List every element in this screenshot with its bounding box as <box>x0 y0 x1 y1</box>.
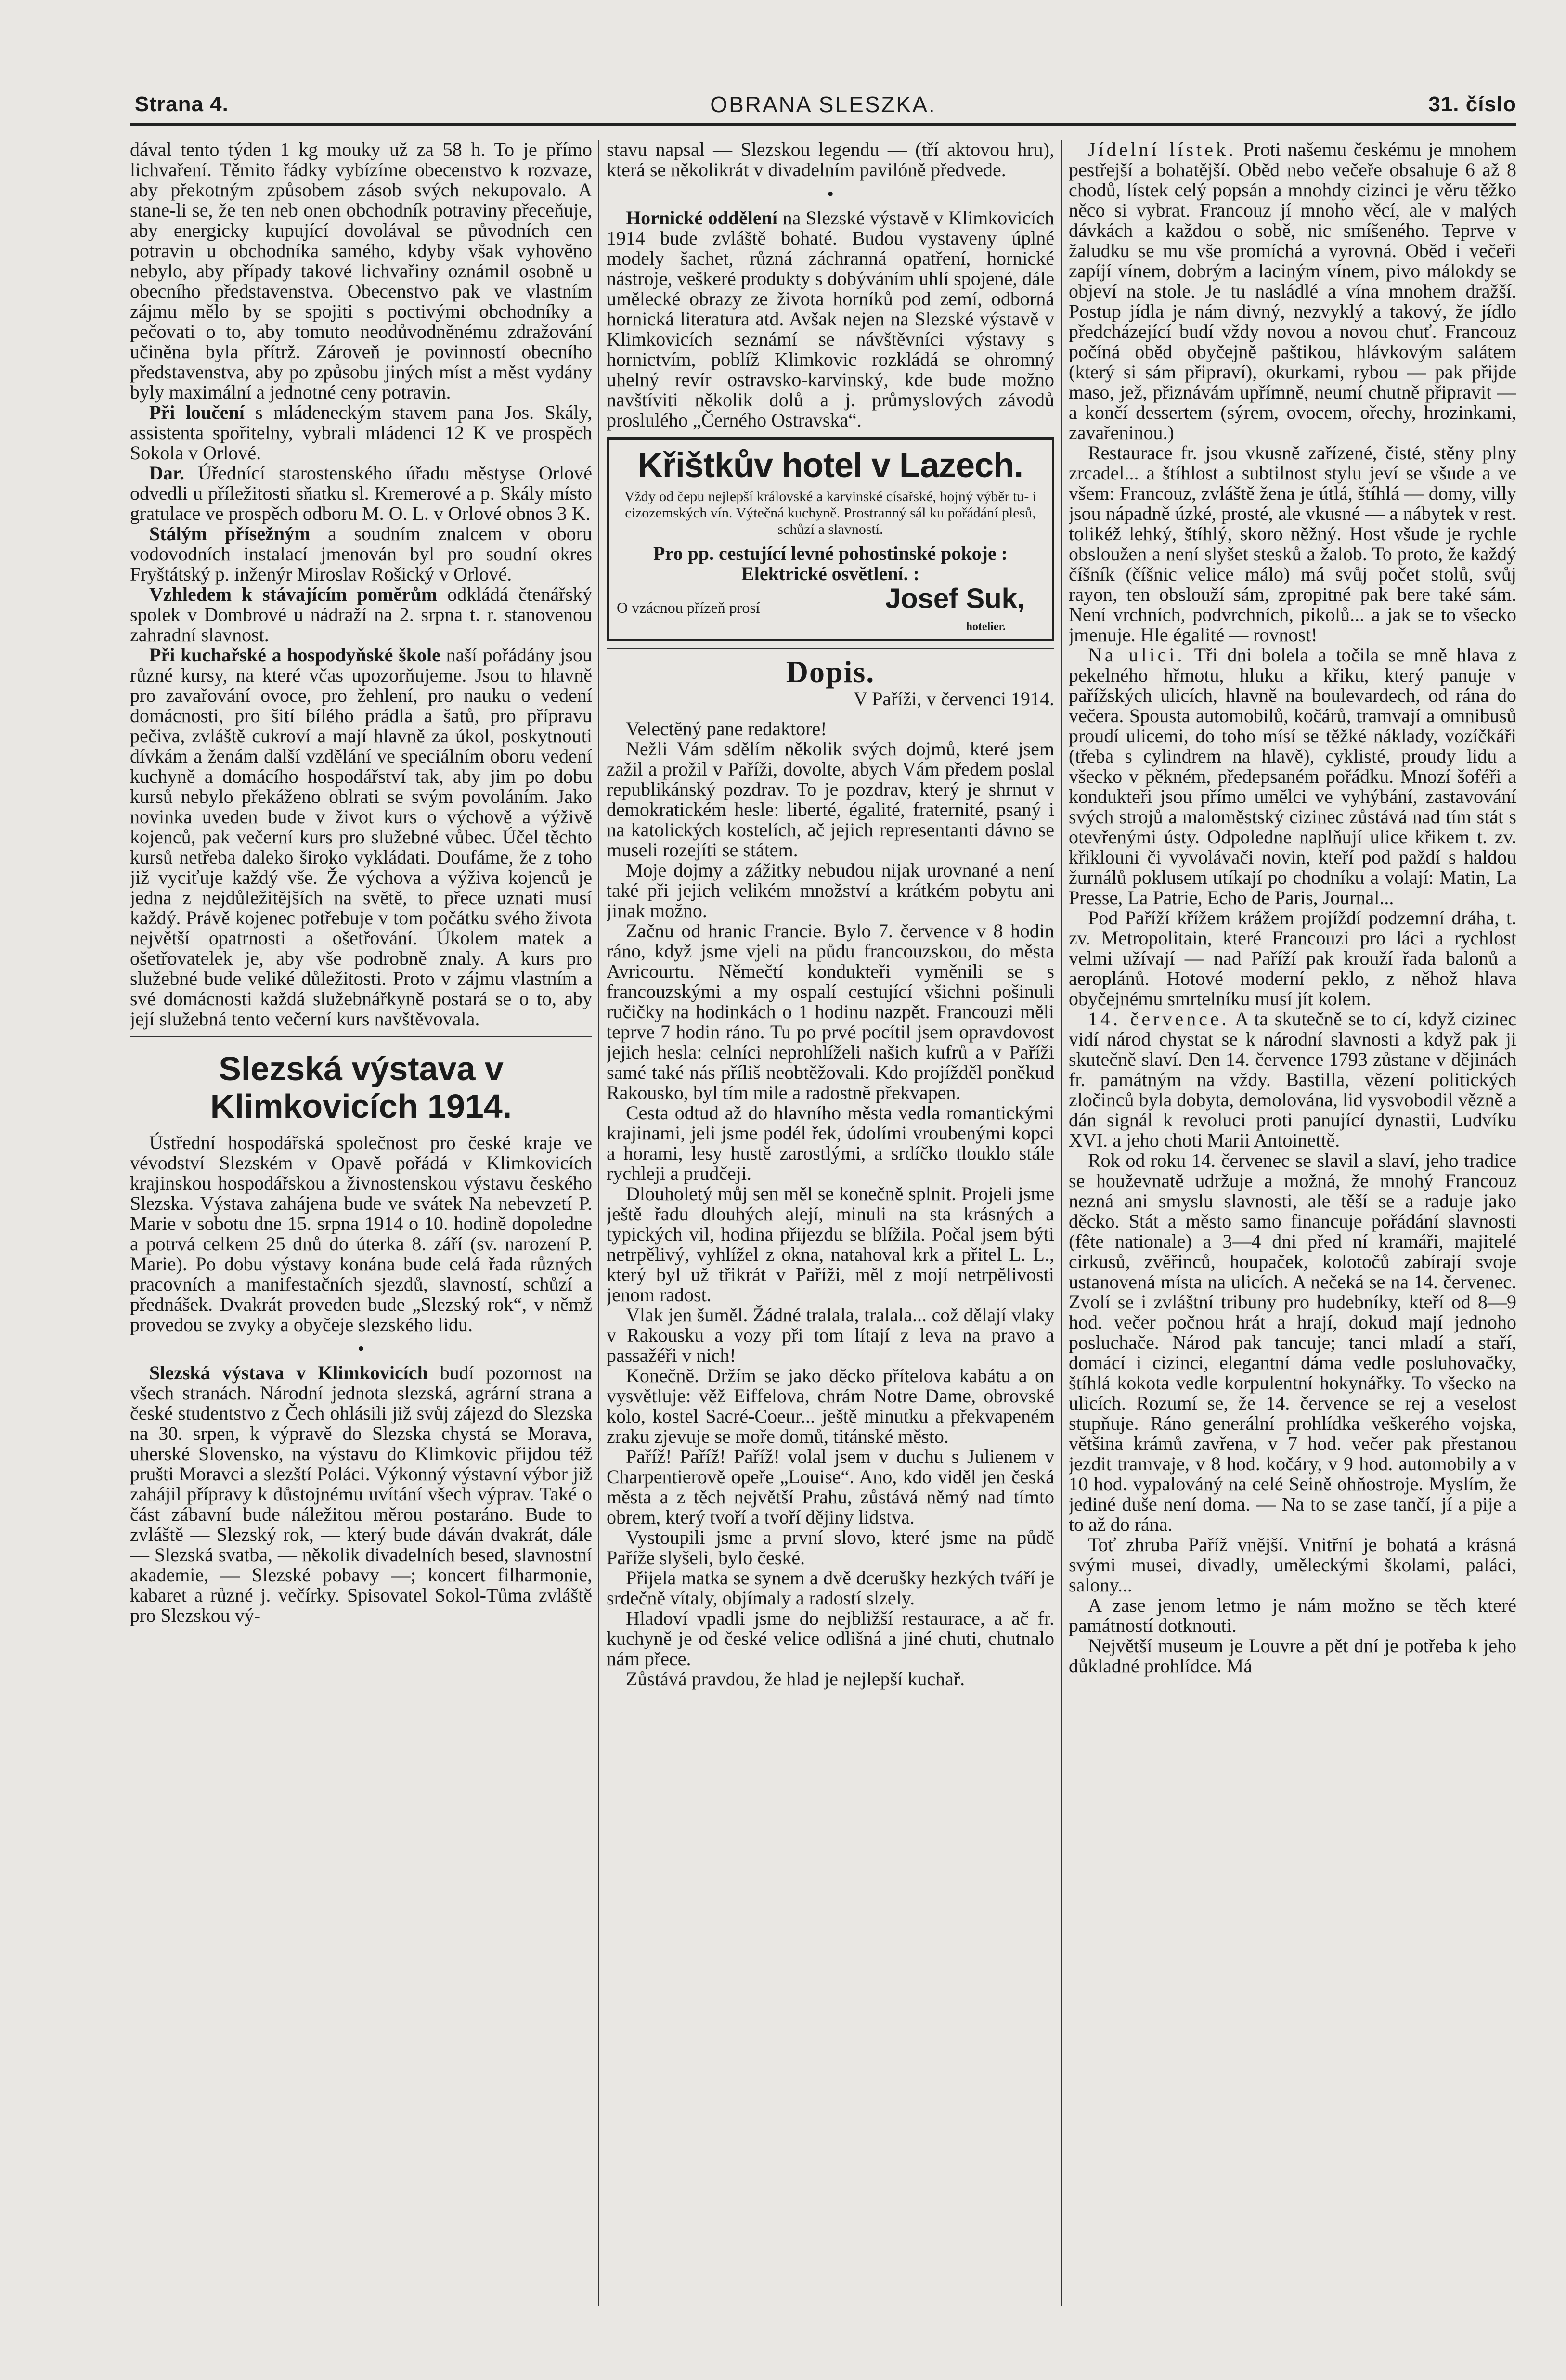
news-lead: Stálým přísežným <box>149 523 311 544</box>
subsection-lead: Na ulici. <box>1088 644 1185 666</box>
news-item <box>130 524 592 584</box>
subsection-lead: 14. července. <box>1088 1008 1230 1030</box>
issue-number: 31. číslo <box>1428 92 1516 116</box>
letter-heading: Dopis. <box>786 655 875 689</box>
news-lead: Hornické oddělení <box>626 207 778 229</box>
letter-paragraph: Paříž! Paříž! Paříž! volal jsem v duchu s Julienem v Charpentierově opeře „Louise“. Ano, kdo viděl jen česká města a z těch největší Prahu, zůstává němý nad tímto obrem, který tvoří a tvoří dějiny lidstva. <box>607 1446 1054 1528</box>
separator-dot: • <box>827 183 834 205</box>
separator-dot: • <box>357 1338 364 1359</box>
letter-paragraph: Dlouholetý můj sen měl se konečně splnit. Projeli jsme ještě řadu dlouhých alejí, minuli na sta krásných a typických vil, hodina přijezdu se blížila. Počal jsem býti netrpělivý, vyhlížel z okna, natahoval krk a přitel L. L., který byl už třikrát v Paříži, měl z mojí netrpělivosti jenom radost. <box>607 1183 1054 1306</box>
paragraph-text: A ta skutečně se to cí, když cizinec vidí národ chystat se k národní slavnosti a když pak ji skutečně slaví. Den 14. července 1793 zůstane v dějinách fr. památným na vždy. Bastilla, vězení politických zločinců byla dobyta, demolována, lid vysvobodil vězně a dán signál k revoluci proti panující dynastii, Ludvíku XVI. a jeho choti Marii Antoinettě. <box>1069 1008 1516 1151</box>
letter-paragraph: Vystoupili jsme a první slovo, které jsme na půdě Paříže slyšeli, bylo české. <box>607 1526 1054 1568</box>
news-lead: Při kuchařské a hospodyňské škole <box>149 644 440 666</box>
news-text: Úřednící starostenského úřadu městyse Orlové odvedli u příležitosti sňatku sl. Kremerové a p. Skály místo gratulace ve prospěch odboru M. O. L. v Orlové obnos 3 K. <box>130 462 592 524</box>
column-3 <box>1069 140 1516 2306</box>
column-divider <box>598 140 599 2306</box>
news-lead: Vzhledem k stávajícím poměrům <box>149 583 438 605</box>
ad-owner-name: Josef Suk, <box>885 583 1025 614</box>
letter-paragraph: Vlak jen šuměl. Žádné tralala, tralala... což dělají vlaky v Rakousku a vozy při tom lítají z leva na pravo a passažéři v nich! <box>607 1304 1054 1366</box>
letter-dateline: V Paříži, v červenci 1914. <box>854 688 1054 710</box>
column-divider <box>1061 140 1062 2306</box>
news-text: a soudním znalcem v oboru vodovodních instalací jmenován byl pro soudní okres Fryštátský p. inženýr Miroslav Rošický v Orlové. <box>130 523 592 585</box>
section-divider <box>607 648 1054 649</box>
article-paragraph: dával tento týden 1 kg mouky už za 58 h. To je přímo lichvaření. Těmito řádky vybízíme obecenstvo k rozvaze, aby překotným způsobem zásob svých nekupovalo. A stane-li se, že ten neb onen obchodník potraviny přeceňuje, aby energicky kupující dovolával se původních cen potravin u obchodníka samého, kdyby však vyhověno nebylo, aby případy takové lichvařiny oznámil osobně u obecního představenstva. Obecenstvo pak ve vlastním zájmu mělo by se spojiti s poctivými obchodníky a pečovati o to, aby tomuto neodůvodněnému zdražování učiněna byla přítrž. Zároveň je povinností obecního představenstva, aby po způsobu jiných míst a měst vydány byly maximální a jednotné ceny potravin. <box>130 140 592 403</box>
ad-title: Křištkův hotel v Lazech. <box>637 446 1023 485</box>
news-item <box>130 463 592 524</box>
letter-paragraph: Nežli Vám sdělím několik svých dojmů, které jsem zažil a prožil v Paříži, dovolte, abych Vám předem poslal republikánský pozdrav. To je pozdrav, který je shrnut v demokratickém hesle: liberté, égalité, fraternité, psaný i na katolických kostelích, ač jejich representanti dávno se museli rozejíti se státem. <box>607 738 1054 861</box>
news-lead: Dar. <box>149 462 184 484</box>
subsection-lead: Jídelní lístek. <box>1088 140 1236 160</box>
letter-salutation: Velectěný pane redaktore! <box>626 718 827 739</box>
letter-paragraph: Moje dojmy a zážitky nebudou nijak urovnané a není také při jejich velikém množství a krátkém pobytu ani jinak možno. <box>607 859 1054 921</box>
paragraph-text: Proti našemu českému je mnohem pestřejší a bohatější. Oběd nebo večeře obsahuje 6 až 8 chodů, lístek celý popsán a mnohdy cizinci je věru těžko něco si vybrat. Francouz jí mnoho věcí, ale v malých dávkách a každou o sobě, nic smíšeného. Teprve v žaludku se mu vše promíchá a vyrovná. Oběd i večeři zapíjí vínem, dobrým a laciným vínem, pivo málokdy se objeví na stole. Je tu nasládlé a vína mnohem dražší. Postup jídla je nám divný, nezvyklý a takový, že jídlo předcházející budí vždy novou a novou chuť. Francouz počíná oběd obyčejně paštikou, hlávkovým salátem (který si sám připraví), okurkami, rybou — pak přijde maso, jež, přiznávám upřímně, neumí chutně připravit — a končí dessertem (sýrem, ovocem, ořechy, hrozinkami, zavařeninou.) <box>1069 140 1516 443</box>
ad-owner-role: hotelier. <box>966 621 1006 633</box>
letter-paragraph: Začnu od hranic Francie. Bylo 7. července v 8 hodin ráno, když jsme vjeli na půdu francouzskou, do města Avricourtu. Němečtí kondukteři vyměnili se s francouzskými a my ospalí cestující všichni pošinuli ručičky na hodinkách o 1 hodinu nazpět. Francouzi měli teprve 7 hodin ráno. Tu po prvé pocítil jsem opravdovost jejich hesla: celníci neprohlíželi našich kufrů a v Paříži samé také nás příliš neobtěžovali. Kdo projížděl poněkud Rakousko, byl tím mile a radostně překvapen. <box>607 920 1054 1103</box>
ad-promo: Pro pp. cestující levné pohostinské pokoje : Elektrické osvětlení. : <box>653 543 1008 584</box>
page-header <box>130 82 1516 120</box>
news-text: naší pořádány jsou různé kursy, na které včas upozorňujeme. Jsou to hlavně pro zavařování ovoce, pro žehlení, pro nauku o vedení domácnosti, pro šití bílého prádla a šatů, pro přípravu pečiva, zvláště cukroví a mají hlavně za úkol, poskytnouti dívkám a ženám další vzdělání ve speciálním oboru vedení kuchyně a domácího hospodářství tak, aby jim po dobu kursů nebylo překáženo oblrati se svým povoláním. Jako novinka uveden bude v život kurs o výchově a výživě kojenců, pak večerní kurs pro služebné vůbec. Účel těchto kursů netřeba daleko široko vykládati. Doufáme, že z toho již vyciťuje každý vše. Že výchova a výživa kojenců je jedna z nejdůležitějších na světě, to přece uznati musí každý. Právě kojenec potřebuje v tom počátku svého života největší opatrnosti a ošetřování. Úkolem matek a ošetřovatelek je, aby vše podrobně znaly. A kurs pro služebné bude veliké důležitosti. Proto v zájmu vlastním a své domácnosti každá služebnářkyně postará se o to, aby její služebná tento večerní kurs navštěvovala. <box>130 644 592 1030</box>
news-lead: Slezská výstava v Klimkovicích <box>149 1362 428 1384</box>
letter-paragraph: Toť zhruba Paříž vnější. Vnitřní je bohatá a krásná svými musei, divadly, uměleckými školami, paláci, salony... <box>1069 1534 1516 1596</box>
letter-paragraph: Rok od roku 14. červenec se slavil a slaví, jeho tradice se houževnatě udržuje a možná, že mnohý Francouz nezná ani smyslu slavnosti, ale těší se a raduje jako děcko. Stát a město samo financuje pořádání slavnosti (fête nationale) a 3—4 dni před ní kramáři, majitelé cirkusů, zvěřinců, houpaček, kolotočů zabírají svoje ustanovená místa na ulicích. A nečeká se na 14. červenec. Zvolí se i zvláštní tribuny pro hudebníky, kteří od 8—9 hod. večer počnou hrát a hrají, dokud mají jednoho posluchače. Národ pak tancuje; tanci mladí a staří, domácí i cizinci, elegantní dáma vedle posluhovačky, štíhlá kokota vedle korpulentní hokynářky. To všecko na ulicích. Rozumí se, že 14. července se rej a veselost stupňuje. Ráno generální prohlídka veškerého vojska, většina krámů zavřena, v 7 hod. večer pak přestanou jezdit tramvaje, v 8 hod. kočáry, v 9 hod. automobily a v 10 hod. vypalováný na celé Seině ohňostroje. Myslím, že jediné duše není doma. — Na to se zase tančí, jí a pije a to až do rána. <box>1069 1150 1516 1535</box>
letter-paragraph: A zase jenom letmo je nám možno se těch které památností dotknouti. <box>1069 1594 1516 1636</box>
news-item <box>130 1363 592 1626</box>
news-text: na Slezské výstavě v Klimkovicích 1914 bude zvláště bohaté. Budou vystaveny úplné modely šachet, různá záchranná opatření, hornické nástroje, veškeré produkty s dobýváním uhlí spojené, dále umělecké obrazy ze života horníků pod zemí, odborná hornická literatura atd. Avšak nejen na Slezské výstavě v Klimkovicích seznámí se návštěvníci výstavy s hornictvím, poblíž Klimkovic rozkládá se ohromný uhelný revír ostravsko-karvinský, kde bude možno navštíviti několik dolů a j. průmyslových závodů proslulého „Černého Ostravska“. <box>607 207 1054 431</box>
letter-paragraph: Zůstává pravdou, že hlad je nejlepší kuchař. <box>626 1668 965 1690</box>
news-item <box>130 584 592 645</box>
letter-paragraph <box>1069 1009 1516 1151</box>
exhibition-heading: Slezská výstava v Klimkovicích 1914. <box>210 1050 512 1125</box>
letter-paragraph: Největší museum je Louvre a pět dní je potřeba k jeho důkladné prohlídce. Má <box>1069 1635 1516 1677</box>
letter-paragraph: Konečně. Držím se jako děcko přítelova kabátu a on vysvětluje: věž Eiffelova, chrám Notre Dame, obrovské kolo, kostel Sacré-Coeur... ještě minutku a překvapeném zraku zjevuje se moře domů, titánské město. <box>607 1365 1054 1447</box>
news-text: s mládeneckým stavem pana Jos. Skály, assistenta spořitelny, vybrali mládenci 12 K ve prospěch Sokola v Orlové. <box>130 401 592 464</box>
letter-paragraph: Přijela matka se synem a dvě dcerušky hezkých tváří je srdečně vítaly, objímaly a radostí slzely. <box>607 1567 1054 1609</box>
letter-paragraph: Cesta odtud až do hlavního města vedla romantickými krajinami, jeli jsme podél řek, údolími vroubenými kopci a horami, lesy hustě zarostlými, a srdíčko tlouklo stále rychleji a prudčeji. <box>607 1102 1054 1184</box>
letter-paragraph <box>1069 645 1516 908</box>
news-text: budí pozornost na všech stranách. Národní jednota slezská, agrární strana a české studentstvo z Čech ohlásili již svůj zájezd do Slezska na 30. srpen, k výpravě do Slezska chystá se Morava, uherské Slovensko, na výstavu do Klimkovic přijdou též prušti Moravci a slezští Poláci. Výkonný výstavní výbor již zahájil přípravy k důstojnému uvítání všech výprav. Také o část zábavní bude náležitou měrou postaráno. Bude to zvláště — Slezský rok, — který bude dáván dvakrát, dále — Slezská svatba, — několik divadelních besed, slavnostní akademie, — Slezské pobavy —; koncert filharmonie, kabaret a různé j. večírky. Spisovatel Sokol-Tůma zvláště pro Slezskou vý- <box>130 1362 592 1626</box>
ad-signature <box>617 583 1044 633</box>
news-item <box>607 208 1054 430</box>
article-paragraph: stavu napsal — Slezskou legendu — (tří aktovou hru), která se několikrát v divadelním pavilóně předvede. <box>607 140 1054 181</box>
ad-text: Vždy od čepu nejlepší královské a karvinské císařské, hojný výběr tu- i cizozemských vín. Výtečná kuchyně. Prostranný sál ku pořádání plesů, schůzí a slavností. <box>624 489 1037 537</box>
news-item <box>130 402 592 463</box>
ad-lead: O vzácnou přízeň prosí <box>617 599 760 616</box>
newspaper-page <box>130 82 1526 2306</box>
section-divider <box>130 1036 592 1037</box>
letter-paragraph <box>1069 140 1516 443</box>
paragraph-text: Tři dni bolela a točila se mně hlava z pekelného hřmotu, hluku a křiku, který panuje v pařížských ulicích, hlavně na boulevardech, od rána do večera. Spousta automobilů, kočárů, tramvají a omnibusů proudí ulicemi, do toho mísí se těžké náklady, vozíčkáři (třeba s cylindrem na hlavě), cyklisté, proudy lidu a všecko v pěkném, předepsaném pořádku. Mnozí šoféři a kondukteři jsou přímo umělci ve vyhýbání, zastavování svých strojů a maloměstský cizinec zůstává nad tím stát s otevřenými ústy. Odpoledne naplňují ulice křikem t. zv. křiklouni či vyvolávači novin, kteří pod paždí s haldou žurnálů poklusem utíkají po chodníku a volají: Matin, La Presse, La Patrie, Echo de Paris, Journal... <box>1069 644 1516 908</box>
column-1 <box>130 140 592 2306</box>
news-item <box>130 645 592 1029</box>
column-2 <box>607 140 1054 2306</box>
letter-paragraph: Hladoví vpadli jsme do nejbližší restaurace, a ač fr. kuchyně je od české velice odlišná a jiné chuti, chutnalo nám přece. <box>607 1607 1054 1669</box>
masthead-title: OBRANA SLESZKA. <box>710 92 936 117</box>
hotel-advertisement <box>607 437 1054 641</box>
article-paragraph: Ústřední hospodářská společnost pro české kraje ve vévodství Slezském v Opavě pořádá v Klimkovicích krajinskou hospodářskou a živnostenskou výstavu českého Slezska. Výstava zahájena bude ve svátek Na nebevzetí P. Marie v sobotu dne 15. srpna 1914 o 10. hodině dopoledne a potrvá celkem 25 dnů do úterka 8. září (sv. narození P. Marie). Po dobu výstavy konána bude celá řada různých pracovních a manifestačních sjezdů, slavností, schůzí a přednášek. Dvakrát proveden bude „Slezský rok“, v němž provedou se zvyky a obyčeje slezského lidu. <box>130 1132 592 1335</box>
news-lead: Při loučení <box>149 401 245 423</box>
header-rule <box>130 123 1516 126</box>
news-text: odkládá čtenářský spolek v Dombrové u nádraží na 2. srpna t. r. stanovenou zahradní slavnost. <box>130 583 592 646</box>
page-number: Strana 4. <box>135 92 229 116</box>
letter-paragraph: Pod Paříží křížem krážem projíždí podzemní dráha, t. zv. Metropolitain, které Francouzi pro láci a rychlost velmi užívají — nad Paříží pak krouží řada balonů a aeroplánů. Hotové moderní peklo, z něhož hlava obyčejnému smrtelníku musí jít kolem. <box>1069 907 1516 1009</box>
letter-paragraph: Restaurace fr. jsou vkusně zařízené, čisté, stěny plny zrcadel... a štíhlost a subtilnost stylu jeví se všude a ve všem: Francouz, zvláště žena je útlá, štíhlá — domy, villy jsou nápadně úzké, prosté, ale vkusné — a nábytek v rest. tolikéž lehký, štíhlý, skoro něžný. Host všude je rychle obsloužen a není slyšet stesků a žalob. To proto, že každý číšník (číšnic velice málo) má svůj počet stolů, svůj rayon, ten obslouží sám, zpropitné pak bere také sám. Není vrchních, podvrchních, pikolů... a jak se to všecko jmenuje. Hle égalité — rovnost! <box>1069 442 1516 646</box>
